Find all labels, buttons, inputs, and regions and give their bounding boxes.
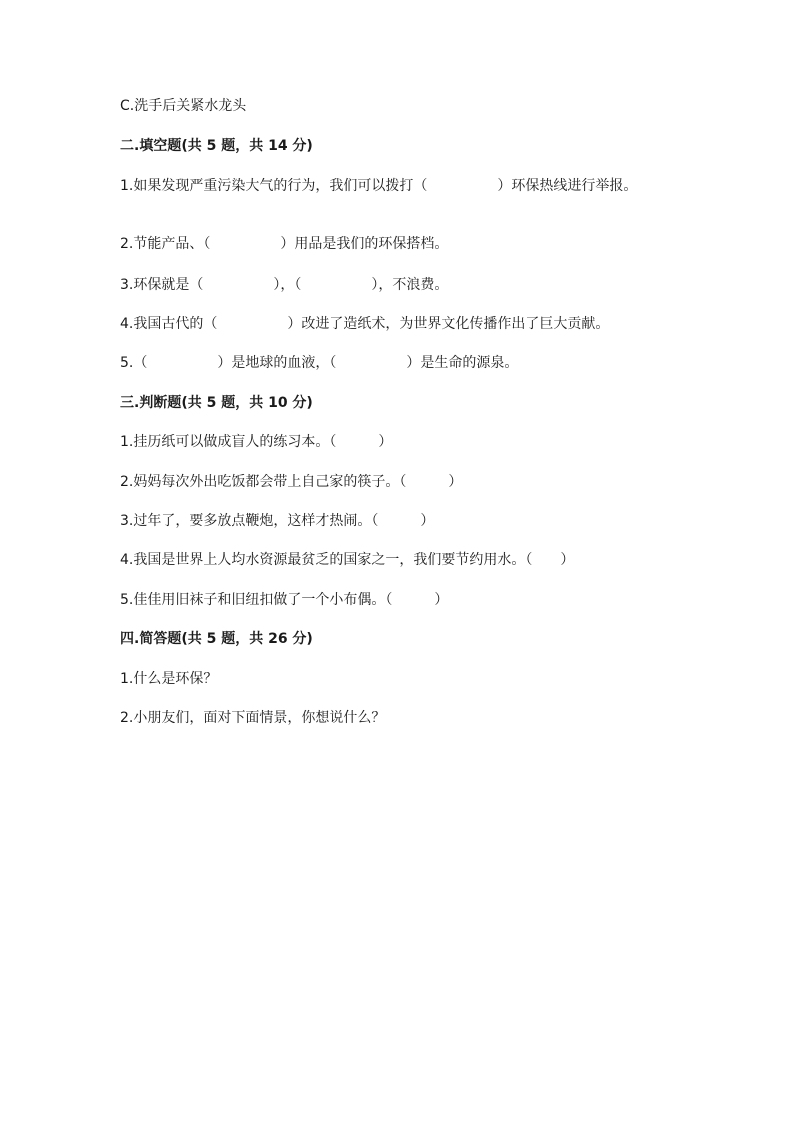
judge-question-5: 5.佳佳用旧袜子和旧纽扣做了一个小布偶。（ ） (120, 592, 449, 608)
short-answer-question-1: 1.什么是环保？ (120, 671, 218, 687)
judge-question-3: 3.过年了，要多放点鞭炮，这样才热闹。（ ） (120, 513, 435, 529)
judge-question-4: 4.我国是世界上人均水资源最贫乏的国家之一，我们要节约用水。（ ） (120, 552, 575, 568)
judge-question-2: 2.妈妈每次外出吃饭都会带上自己家的筷子。（ ） (120, 474, 463, 490)
fill-question-3: 3.环保就是（ ），（ ），不浪费。 (120, 277, 449, 293)
section-heading-short-answer: 四.简答题(共 5 题，共 26 分) (120, 631, 313, 647)
short-answer-question-2: 2.小朋友们，面对下面情景，你想说什么？ (120, 710, 386, 726)
judge-question-1: 1.挂历纸可以做成盲人的练习本。（ ） (120, 434, 393, 450)
section-heading-fill-in: 二.填空题(共 5 题，共 14 分) (120, 138, 313, 154)
fill-question-1: 1.如果发现严重污染大气的行为，我们可以拨打（ ）环保热线进行举报。 (120, 178, 638, 194)
fill-question-4: 4.我国古代的（ ）改进了造纸术，为世界文化传播作出了巨大贡献。 (120, 316, 610, 332)
section-heading-true-false: 三.判断题(共 5 题，共 10 分) (120, 395, 313, 411)
option-c-text: C.洗手后关紧水龙头 (120, 98, 247, 114)
fill-question-2: 2.节能产品、（ ）用品是我们的环保搭档。 (120, 236, 449, 252)
fill-question-5: 5.（ ）是地球的血液，（ ）是生命的源泉。 (120, 355, 519, 371)
